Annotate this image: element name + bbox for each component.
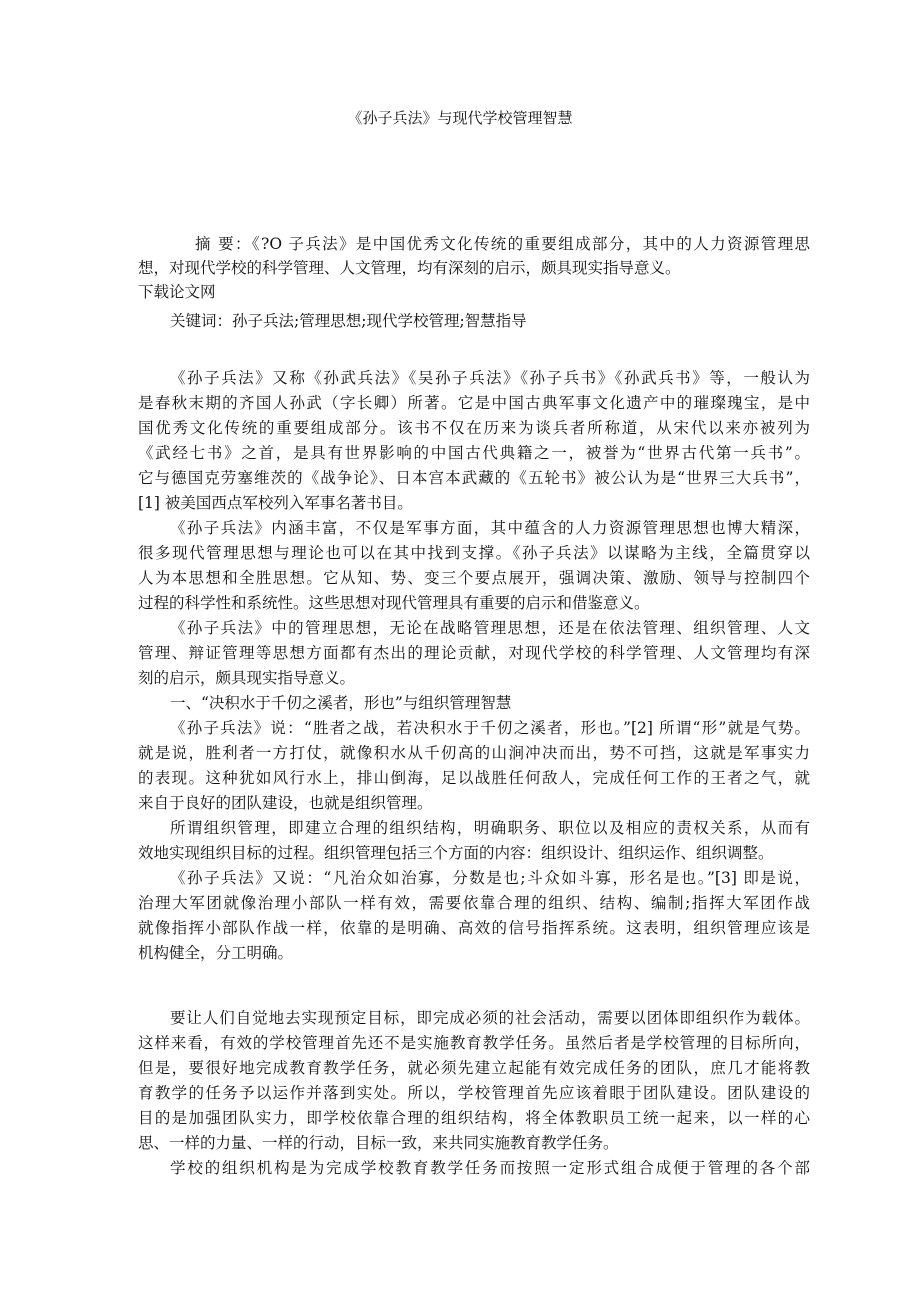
document-title: 《孙子兵法》与现代学校管理智慧 xyxy=(347,109,573,127)
paragraph xyxy=(138,366,810,516)
paragraph-line: 管理、辩证管理等思想方面都有杰出的理论贡献，对现代学校的科学管理、人文管理均有深 xyxy=(138,644,810,662)
paragraph-line: 刻的启示，颇具现实指导意义。 xyxy=(138,669,356,687)
paragraph-line: 是春秋末期的齐国人孙武（字长卿）所著。它是中国古典军事文化遗产中的璀璨瑰宝，是中 xyxy=(138,394,810,412)
paragraph-line: 所谓组织管理，即建立合理的组织结构，明确职务、职位以及相应的责权关系，从而有 xyxy=(170,819,810,837)
paragraph xyxy=(138,716,810,816)
paragraph-line: 《孙子兵法》说：“胜者之战，若决积水于千仞之溪者，形也。”[2] 所谓“形”就是气势。 xyxy=(170,719,810,737)
paragraph xyxy=(138,1006,810,1156)
keywords: 关键词：孙子兵法;管理思想;现代学校管理;智慧指导 xyxy=(170,312,527,330)
source-label: 下载论文网 xyxy=(138,283,216,301)
paragraph-line: 学校的组织机构是为完成学校教育教学任务而按照一定形式组合成便于管理的各个部 xyxy=(170,1159,810,1177)
paragraph-line: 《孙子兵法》中的管理思想，无论在战略管理思想，还是在依法管理、组织管理、人文 xyxy=(170,619,810,637)
paragraph-line: 目的是加强团队实力，即学校依靠合理的组织结构，将全体教职员工统一起来，以一样的心 xyxy=(138,1109,810,1127)
paragraph-line: 治理大军团就像治理小部队一样有效，需要依靠合理的组织、结构、编制;指挥大军团作战 xyxy=(138,894,810,912)
paragraph xyxy=(138,516,810,616)
paragraph-line: 国优秀文化传统的重要组成部分。该书不仅在历来为谈兵者所称道，从宋代以来亦被列为 xyxy=(138,419,810,437)
abstract-section xyxy=(138,232,810,333)
paragraph xyxy=(138,691,810,716)
paragraph-line: 来自于良好的团队建设，也就是组织管理。 xyxy=(138,794,433,812)
body-section-1 xyxy=(138,366,810,966)
paragraph-line: 就是说，胜利者一方打仗，就像积水从千仞高的山涧冲决而出，势不可挡，这就是军事实力 xyxy=(138,744,810,762)
abstract-line: 想，对现代学校的科学管理、人文管理，均有深刻的启示，颇具现实指导意义。 xyxy=(138,259,681,277)
paragraph-line: 就像指挥小部队作战一样，依靠的是明确、高效的信号指挥系统。这表明，组织管理应该是 xyxy=(138,919,810,937)
paragraph-line: 但是，要很好地完成教育教学任务，就必须先建立起能有效完成任务的团队，庶几才能将教 xyxy=(138,1059,810,1077)
paragraph-line: 的表现。这种犹如风行水上，排山倒海，足以战胜任何敌人，完成任何工作的王者之气，就 xyxy=(138,769,810,787)
paragraph xyxy=(138,1156,810,1181)
paragraph-line: 《孙子兵法》又说：“凡治众如治寡，分数是也;斗众如斗寡，形名是也。”[3] 即是说， xyxy=(170,869,810,887)
paragraph-line: [1] 被美国西点军校列入军事名著书目。 xyxy=(138,494,413,512)
paragraph xyxy=(138,616,810,691)
paragraph-line: 很多现代管理思想与理论也可以在其中找到支撑。《孙子兵法》以谋略为主线，全篇贯穿以 xyxy=(138,544,810,562)
paragraph-line: 效地实现组织目标的过程。组织管理包括三个方面的内容：组织设计、组织运作、组织调整。 xyxy=(138,844,774,862)
body-section-2 xyxy=(138,1006,810,1181)
paragraph xyxy=(138,816,810,866)
paragraph-line: 育教学的任务予以运作并落到实处。所以，学校管理首先应该着眼于团队建设。团队建设的 xyxy=(138,1084,810,1102)
abstract-line: 摘 要：《?O 子兵法》是中国优秀文化传统的重要组成部分，其中的人力资源管理思 xyxy=(195,235,810,253)
paragraph-line: 过程的科学性和系统性。这些思想对现代管理具有重要的启示和借鉴意义。 xyxy=(138,594,650,612)
paragraph-line: 《武经七书》之首，是具有世界影响的中国古代典籍之一，被誉为“世界古代第一兵书”。 xyxy=(138,444,810,462)
paragraph-line: 它与德国克劳塞维茨的《战争论》、日本宫本武藏的《五轮书》被公认为是“世界三大兵书”， xyxy=(138,469,810,487)
paragraph xyxy=(138,866,810,966)
paragraph-line: 思、一样的力量、一样的行动，目标一致，来共同实施教育教学任务。 xyxy=(138,1134,619,1152)
paragraph-line: 机构健全，分工明确。 xyxy=(138,944,294,962)
paragraph-line: 这样来看，有效的学校管理首先还不是实施教育教学任务。虽然后者是学校管理的目标所向， xyxy=(138,1034,810,1052)
paragraph-line: 一、“决积水于千仞之溪者，形也”与组织管理智慧 xyxy=(170,694,512,712)
paragraph-line: 要让人们自觉地去实现预定目标，即完成必须的社会活动，需要以团体即组织作为载体。 xyxy=(170,1009,810,1027)
paragraph-line: 人为本思想和全胜思想。它从知、势、变三个要点展开，强调决策、激励、领导与控制四个 xyxy=(138,569,810,587)
paragraph-line: 《孙子兵法》内涵丰富，不仅是军事方面，其中蕴含的人力资源管理思想也博大精深， xyxy=(170,519,810,537)
paragraph-line: 《孙子兵法》又称《孙武兵法》《吴孙子兵法》《孙子兵书》《孙武兵书》等，一般认为 xyxy=(170,369,810,387)
